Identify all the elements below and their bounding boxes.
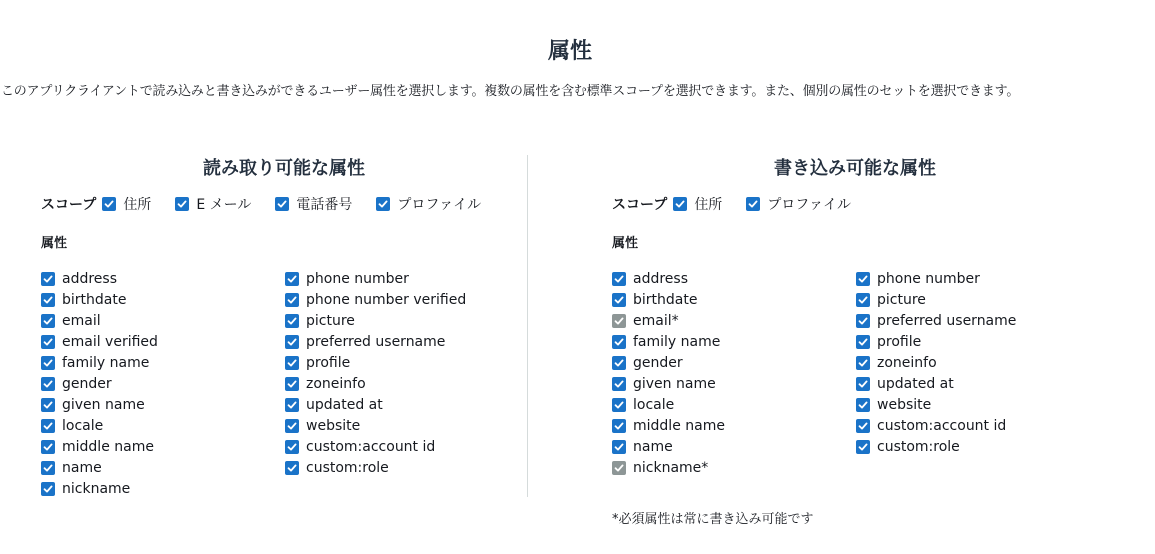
write-attr-custom-role[interactable] — [856, 436, 1016, 457]
write-attr-email-label: email* — [633, 312, 679, 329]
read-attr-locale-label: locale — [62, 417, 104, 434]
read-scope-3-label: プロファイル — [397, 197, 482, 213]
read-attr-updated-at-label: updated at — [306, 396, 383, 413]
write-scope-row — [612, 194, 875, 214]
read-attr-middle-name-checkbox[interactable] — [41, 440, 55, 454]
write-attr-picture-label: picture — [877, 291, 926, 308]
writable-attributes-title: 書き込み可能な属性 — [774, 158, 936, 179]
read-attr-custom-account-id[interactable] — [285, 436, 466, 457]
write-attr-custom-role-label: custom:role — [877, 438, 960, 455]
checkmark-icon — [43, 316, 53, 326]
read-attr-zoneinfo-checkbox[interactable] — [285, 377, 299, 391]
checkmark-icon — [43, 337, 53, 347]
write-attr-profile-label: profile — [877, 333, 922, 350]
write-attr-website[interactable] — [856, 394, 1016, 415]
panel-divider — [527, 155, 528, 497]
read-attr-birthdate-label: birthdate — [62, 291, 127, 308]
read-attr-custom-role[interactable] — [285, 457, 466, 478]
checkmark-icon — [287, 337, 297, 347]
read-attr-website-checkbox[interactable] — [285, 419, 299, 433]
write-attr-updated-at-label: updated at — [877, 375, 954, 392]
checkmark-icon — [287, 421, 297, 431]
write-attr-birthdate-label: birthdate — [633, 291, 698, 308]
read-scope-list — [102, 194, 505, 214]
read-attr-phone-number-checkbox[interactable] — [285, 272, 299, 286]
checkmark-icon — [43, 484, 53, 494]
read-attr-name-label: name — [62, 459, 102, 476]
read-attr-family-name-label: family name — [62, 354, 150, 371]
read-attr-custom-account-id-label: custom:account id — [306, 438, 436, 455]
checkmark-icon — [858, 295, 868, 305]
read-attr-given-name[interactable] — [41, 394, 158, 415]
read-attr-address-checkbox[interactable] — [41, 272, 55, 286]
write-attr-name[interactable] — [612, 436, 725, 457]
checkmark-icon — [614, 463, 624, 473]
write-attr-preferred-username-checkbox[interactable] — [856, 314, 870, 328]
write-attr-preferred-username[interactable] — [856, 310, 1016, 331]
read-attr-picture[interactable] — [285, 310, 466, 331]
checkmark-icon — [287, 463, 297, 473]
read-attr-family-name[interactable] — [41, 352, 158, 373]
read-attr-middle-name-label: middle name — [62, 438, 154, 455]
read-scope-0-label: 住所 — [123, 197, 152, 213]
page-title: 属性 — [547, 39, 592, 64]
write-attr-locale[interactable] — [612, 394, 725, 415]
write-attr-middle-name-checkbox[interactable] — [612, 419, 626, 433]
read-scope-label: スコープ — [41, 197, 97, 213]
read-attr-given-name-label: given name — [62, 396, 145, 413]
checkmark-icon — [287, 316, 297, 326]
read-attr-zoneinfo-label: zoneinfo — [306, 375, 366, 392]
write-attr-given-name-label: given name — [633, 375, 716, 392]
read-attributes-column-2 — [285, 268, 466, 478]
checkmark-icon — [43, 274, 53, 284]
write-attr-family-name[interactable] — [612, 331, 725, 352]
read-attr-phone-number-label: phone number — [306, 270, 409, 287]
read-scope-0-checkbox[interactable] — [102, 197, 116, 211]
read-attr-birthdate-checkbox[interactable] — [41, 293, 55, 307]
write-attr-given-name-checkbox[interactable] — [612, 377, 626, 391]
read-attr-picture-label: picture — [306, 312, 355, 329]
checkmark-icon — [287, 358, 297, 368]
checkmark-icon — [675, 199, 685, 209]
checkmark-icon — [858, 274, 868, 284]
write-attr-email — [612, 310, 725, 331]
write-scope-1-label: プロファイル — [767, 197, 852, 213]
write-attr-phone-number[interactable] — [856, 268, 1016, 289]
read-attr-custom-role-label: custom:role — [306, 459, 389, 476]
write-attr-zoneinfo[interactable] — [856, 352, 1016, 373]
write-attr-email-checkbox — [612, 314, 626, 328]
read-scope-2-checkbox[interactable] — [275, 197, 289, 211]
read-attr-name[interactable] — [41, 457, 158, 478]
write-attr-birthdate[interactable] — [612, 289, 725, 310]
checkmark-icon — [43, 295, 53, 305]
checkmark-icon — [858, 442, 868, 452]
read-attr-phone-number-verified-label: phone number verified — [306, 291, 467, 308]
read-scope-2[interactable] — [275, 194, 352, 214]
write-attr-address-label: address — [633, 270, 689, 287]
read-scope-row — [41, 194, 505, 214]
write-scope-0-checkbox[interactable] — [673, 197, 687, 211]
checkmark-icon — [43, 421, 53, 431]
checkmark-icon — [43, 400, 53, 410]
read-attr-email[interactable] — [41, 310, 158, 331]
checkmark-icon — [748, 199, 758, 209]
checkmark-icon — [858, 337, 868, 347]
write-scope-label: スコープ — [612, 197, 668, 213]
read-attr-locale[interactable] — [41, 415, 158, 436]
write-attr-locale-checkbox[interactable] — [612, 398, 626, 412]
read-attr-birthdate[interactable] — [41, 289, 158, 310]
write-attr-website-label: website — [877, 396, 932, 413]
checkmark-icon — [277, 199, 287, 209]
checkmark-icon — [614, 358, 624, 368]
read-attr-name-checkbox[interactable] — [41, 461, 55, 475]
page-description: このアプリクライアントで読み込みと書き込みができるユーザー属性を選択します。複数の属性を含む標準スコープを選択できます。また、個別の属性のセットを選択できます。 — [1, 84, 1020, 99]
write-scope-0-label: 住所 — [694, 197, 723, 213]
checkmark-icon — [614, 274, 624, 284]
read-scope-0[interactable] — [102, 194, 151, 214]
read-attr-nickname-label: nickname — [62, 480, 131, 497]
read-attr-email-checkbox[interactable] — [41, 314, 55, 328]
checkmark-icon — [858, 400, 868, 410]
write-attr-family-name-checkbox[interactable] — [612, 335, 626, 349]
read-attr-profile[interactable] — [285, 352, 466, 373]
checkmark-icon — [858, 421, 868, 431]
read-attr-gender[interactable] — [41, 373, 158, 394]
write-attr-name-label: name — [633, 438, 673, 455]
read-attr-picture-checkbox[interactable] — [285, 314, 299, 328]
readable-attributes-title: 読み取り可能な属性 — [203, 158, 365, 179]
write-attr-gender-label: gender — [633, 354, 683, 371]
read-attr-middle-name[interactable] — [41, 436, 158, 457]
read-attr-phone-number-verified[interactable] — [285, 289, 466, 310]
checkmark-icon — [614, 442, 624, 452]
read-attr-updated-at-checkbox[interactable] — [285, 398, 299, 412]
read-attr-gender-checkbox[interactable] — [41, 377, 55, 391]
write-attr-name-checkbox[interactable] — [612, 440, 626, 454]
checkmark-icon — [287, 379, 297, 389]
read-scope-3[interactable] — [376, 194, 481, 214]
read-attr-updated-at[interactable] — [285, 394, 466, 415]
read-attr-profile-label: profile — [306, 354, 351, 371]
read-attr-phone-number-verified-checkbox[interactable] — [285, 293, 299, 307]
write-attr-middle-name[interactable] — [612, 415, 725, 436]
checkmark-icon — [614, 421, 624, 431]
checkmark-icon — [287, 400, 297, 410]
read-attr-preferred-username[interactable] — [285, 331, 466, 352]
read-attr-website[interactable] — [285, 415, 466, 436]
required-attributes-footnote: *必須属性は常に書き込み可能です — [612, 512, 814, 527]
read-attr-email-label: email — [62, 312, 101, 329]
write-attr-gender-checkbox[interactable] — [612, 356, 626, 370]
write-attributes-column-1 — [612, 268, 725, 478]
checkmark-icon — [614, 337, 624, 347]
read-attr-gender-label: gender — [62, 375, 112, 392]
write-scope-0[interactable] — [673, 194, 722, 214]
checkmark-icon — [614, 316, 624, 326]
write-attr-phone-number-label: phone number — [877, 270, 980, 287]
read-attributes-column-1 — [41, 268, 158, 499]
write-attr-nickname-label: nickname* — [633, 459, 709, 476]
read-scope-2-label: 電話番号 — [296, 197, 353, 213]
checkmark-icon — [614, 295, 624, 305]
write-attr-birthdate-checkbox[interactable] — [612, 293, 626, 307]
write-attr-family-name-label: family name — [633, 333, 721, 350]
checkmark-icon — [287, 295, 297, 305]
read-attr-zoneinfo[interactable] — [285, 373, 466, 394]
read-scope-e-checkbox[interactable] — [175, 197, 189, 211]
checkmark-icon — [858, 316, 868, 326]
checkmark-icon — [43, 379, 53, 389]
checkmark-icon — [104, 199, 114, 209]
write-attr-locale-label: locale — [633, 396, 675, 413]
checkmark-icon — [614, 400, 624, 410]
write-attr-given-name[interactable] — [612, 373, 725, 394]
read-attr-phone-number[interactable] — [285, 268, 466, 289]
read-scope-e-label: E メール — [196, 197, 252, 213]
write-attr-picture[interactable] — [856, 289, 1016, 310]
write-attr-phone-number-checkbox[interactable] — [856, 272, 870, 286]
write-attr-gender[interactable] — [612, 352, 725, 373]
write-attr-profile[interactable] — [856, 331, 1016, 352]
write-attr-picture-checkbox[interactable] — [856, 293, 870, 307]
checkmark-icon — [287, 274, 297, 284]
read-attr-family-name-checkbox[interactable] — [41, 356, 55, 370]
checkmark-icon — [858, 358, 868, 368]
write-attr-custom-role-checkbox[interactable] — [856, 440, 870, 454]
read-attr-nickname[interactable] — [41, 478, 158, 499]
write-attr-preferred-username-label: preferred username — [877, 312, 1017, 329]
write-attr-profile-checkbox[interactable] — [856, 335, 870, 349]
write-attr-address[interactable] — [612, 268, 725, 289]
write-scope-1[interactable] — [746, 194, 851, 214]
read-attr-given-name-checkbox[interactable] — [41, 398, 55, 412]
read-scope-e[interactable] — [175, 194, 251, 214]
read-scope-3-checkbox[interactable] — [376, 197, 390, 211]
write-attr-custom-account-id-label: custom:account id — [877, 417, 1007, 434]
read-attr-email-verified-checkbox[interactable] — [41, 335, 55, 349]
write-scope-list — [673, 194, 875, 214]
read-attr-profile-checkbox[interactable] — [285, 356, 299, 370]
write-attr-custom-account-id-checkbox[interactable] — [856, 419, 870, 433]
write-attr-middle-name-label: middle name — [633, 417, 725, 434]
read-attr-locale-checkbox[interactable] — [41, 419, 55, 433]
read-attr-nickname-checkbox[interactable] — [41, 482, 55, 496]
checkmark-icon — [287, 442, 297, 452]
read-attr-address[interactable] — [41, 268, 158, 289]
write-scope-1-checkbox[interactable] — [746, 197, 760, 211]
checkmark-icon — [177, 199, 187, 209]
read-attr-email-verified-label: email verified — [62, 333, 158, 350]
read-attr-email-verified[interactable] — [41, 331, 158, 352]
write-attr-nickname — [612, 457, 725, 478]
write-attr-address-checkbox[interactable] — [612, 272, 626, 286]
write-attr-updated-at[interactable] — [856, 373, 1016, 394]
checkmark-icon — [43, 442, 53, 452]
write-attr-updated-at-checkbox[interactable] — [856, 377, 870, 391]
checkmark-icon — [614, 379, 624, 389]
write-attr-zoneinfo-label: zoneinfo — [877, 354, 937, 371]
read-attr-address-label: address — [62, 270, 118, 287]
write-attr-website-checkbox[interactable] — [856, 398, 870, 412]
write-attr-custom-account-id[interactable] — [856, 415, 1016, 436]
checkmark-icon — [43, 463, 53, 473]
write-attr-nickname-checkbox — [612, 461, 626, 475]
read-attr-custom-account-id-checkbox[interactable] — [285, 440, 299, 454]
read-attr-preferred-username-label: preferred username — [306, 333, 446, 350]
checkmark-icon — [858, 379, 868, 389]
write-attributes-label: 属性 — [612, 236, 639, 251]
checkmark-icon — [378, 199, 388, 209]
write-attr-zoneinfo-checkbox[interactable] — [856, 356, 870, 370]
write-attributes-column-2 — [856, 268, 1016, 457]
checkmark-icon — [43, 358, 53, 368]
read-attr-custom-role-checkbox[interactable] — [285, 461, 299, 475]
read-attr-preferred-username-checkbox[interactable] — [285, 335, 299, 349]
read-attr-website-label: website — [306, 417, 361, 434]
read-attributes-label: 属性 — [41, 236, 68, 251]
